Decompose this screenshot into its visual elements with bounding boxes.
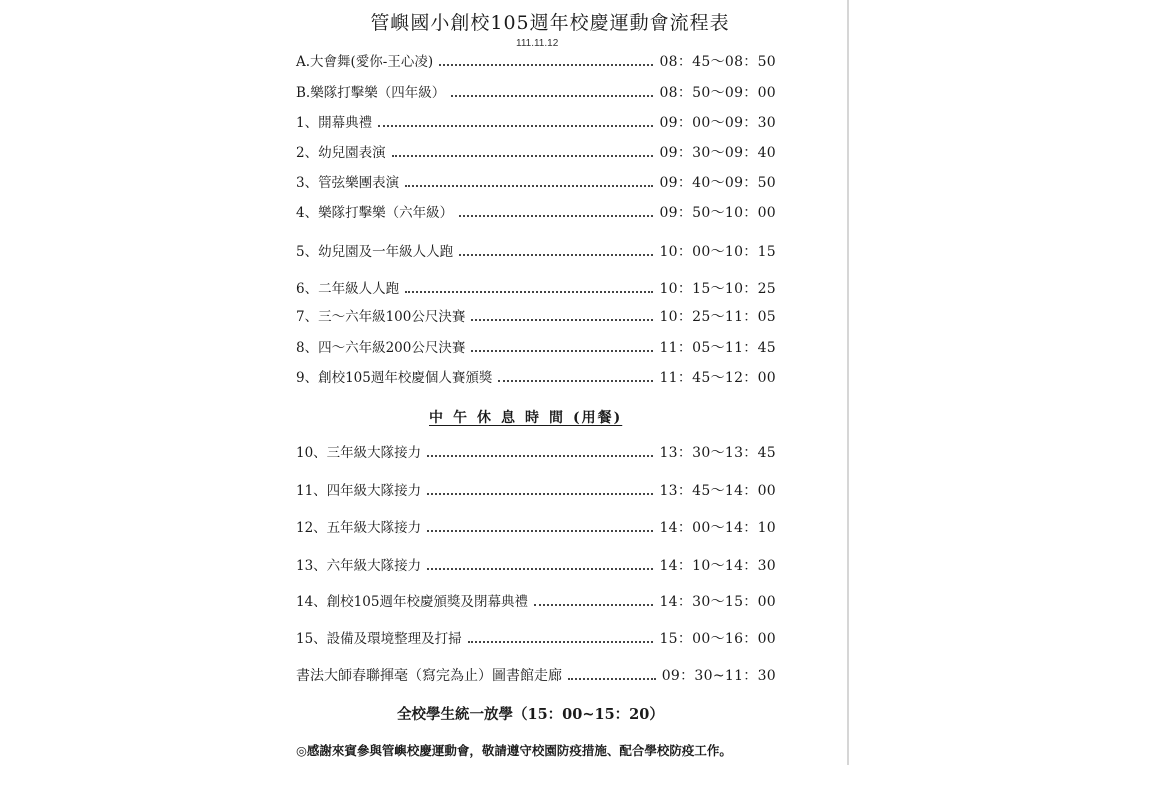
schedule-row — [296, 203, 776, 223]
item-time: 10：25～11：05 — [659, 309, 776, 325]
item-label: A.大會舞(愛你-王心凌) — [296, 54, 434, 70]
item-time: 09：30~11：30 — [661, 668, 776, 684]
item-label: 9、創校105週年校慶個人賽頒獎 — [296, 370, 493, 386]
leader-dots — [451, 95, 653, 97]
leader-dots — [498, 380, 653, 382]
schedule-row — [296, 481, 776, 501]
schedule-row — [296, 279, 776, 299]
page-edge-divider — [847, 0, 849, 765]
item-label: 13、六年級大隊接力 — [296, 558, 422, 574]
item-time: 09：30～09：40 — [659, 145, 776, 161]
leader-dots — [427, 568, 653, 570]
title-text: 管嶼國小創校105週年校慶運動會流程表 — [370, 12, 730, 34]
schedule-row — [296, 629, 776, 649]
schedule-row — [296, 556, 776, 576]
document-date: 111.11.12 — [516, 38, 559, 49]
lunch-paren: (用餐) — [573, 410, 623, 426]
item-label: 3、管弦樂團表演 — [296, 175, 400, 191]
leader-dots — [427, 455, 653, 457]
leader-dots — [405, 291, 653, 293]
item-label: 5、幼兒園及一年級人人跑 — [296, 244, 454, 260]
item-label: 1、開幕典禮 — [296, 115, 373, 131]
item-label: 書法大師春聯揮毫（寫完為止）圖書館走廊 — [296, 668, 562, 684]
schedule-row — [296, 666, 776, 686]
schedule-row — [296, 242, 776, 262]
leader-dots — [392, 155, 654, 157]
item-label: 14、創校105週年校慶頒獎及閉幕典禮 — [296, 594, 528, 610]
schedule-row — [296, 368, 776, 388]
item-label: 11、四年級大隊接力 — [296, 483, 422, 499]
item-time: 14：00～14：10 — [659, 520, 776, 536]
leader-dots — [459, 215, 653, 217]
leader-dots — [471, 350, 653, 352]
item-time: 09：40～09：50 — [659, 175, 776, 191]
schedule-row — [296, 518, 776, 538]
leader-dots — [534, 604, 653, 606]
item-label: 4、樂隊打擊樂（六年級） — [296, 205, 454, 221]
item-label: 2、幼兒園表演 — [296, 145, 386, 161]
schedule-row — [296, 338, 776, 358]
schedule-row — [296, 113, 776, 133]
item-time: 11：45～12：00 — [659, 370, 776, 386]
item-time: 11：05～11：45 — [659, 340, 776, 356]
item-label: 12、五年級大隊接力 — [296, 520, 422, 536]
leader-dots — [378, 125, 653, 127]
item-time: 10：00～10：15 — [659, 244, 776, 260]
item-label: 6、二年級人人跑 — [296, 281, 400, 297]
item-time: 14：30～15：00 — [659, 594, 776, 610]
item-time: 08：50～09：00 — [659, 85, 776, 101]
item-label: 8、四～六年級200公尺決賽 — [296, 340, 466, 356]
leader-dots — [439, 64, 653, 66]
schedule-row — [296, 307, 776, 327]
item-label: 15、設備及環境整理及打掃 — [296, 631, 462, 647]
item-time: 14：10～14：30 — [659, 558, 776, 574]
lunch-text: 中午休息時間 — [429, 410, 573, 426]
item-time: 13：30～13：45 — [659, 445, 776, 461]
item-label: 7、三～六年級100公尺決賽 — [296, 309, 466, 325]
leader-dots — [568, 678, 656, 680]
schedule-row — [296, 52, 776, 72]
item-time: 09：50～10：00 — [659, 205, 776, 221]
dismissal-notice: 全校學生統一放學（15：00~15：20） — [397, 706, 664, 723]
item-time: 09：00～09：30 — [659, 115, 776, 131]
item-time: 13：45～14：00 — [659, 483, 776, 499]
leader-dots — [471, 319, 653, 321]
item-label: 10、三年級大隊接力 — [296, 445, 422, 461]
schedule-row — [296, 83, 776, 103]
document-title — [0, 8, 1100, 35]
schedule-row — [296, 143, 776, 163]
leader-dots — [427, 530, 653, 532]
leader-dots — [468, 641, 654, 643]
schedule-row — [296, 592, 776, 612]
item-time: 10：15～10：25 — [659, 281, 776, 297]
item-time: 15：00～16：00 — [659, 631, 776, 647]
schedule-row — [296, 173, 776, 193]
leader-dots — [405, 185, 653, 187]
leader-dots — [459, 254, 653, 256]
item-label: B.樂隊打擊樂（四年級） — [296, 85, 446, 101]
lunch-break-heading — [429, 407, 622, 427]
thanks-note: ◎感謝來賓參與管嶼校慶運動會，敬請遵守校園防疫措施、配合學校防疫工作。 — [296, 743, 732, 758]
schedule-row — [296, 443, 776, 463]
leader-dots — [427, 493, 653, 495]
item-time: 08：45～08：50 — [659, 54, 776, 70]
